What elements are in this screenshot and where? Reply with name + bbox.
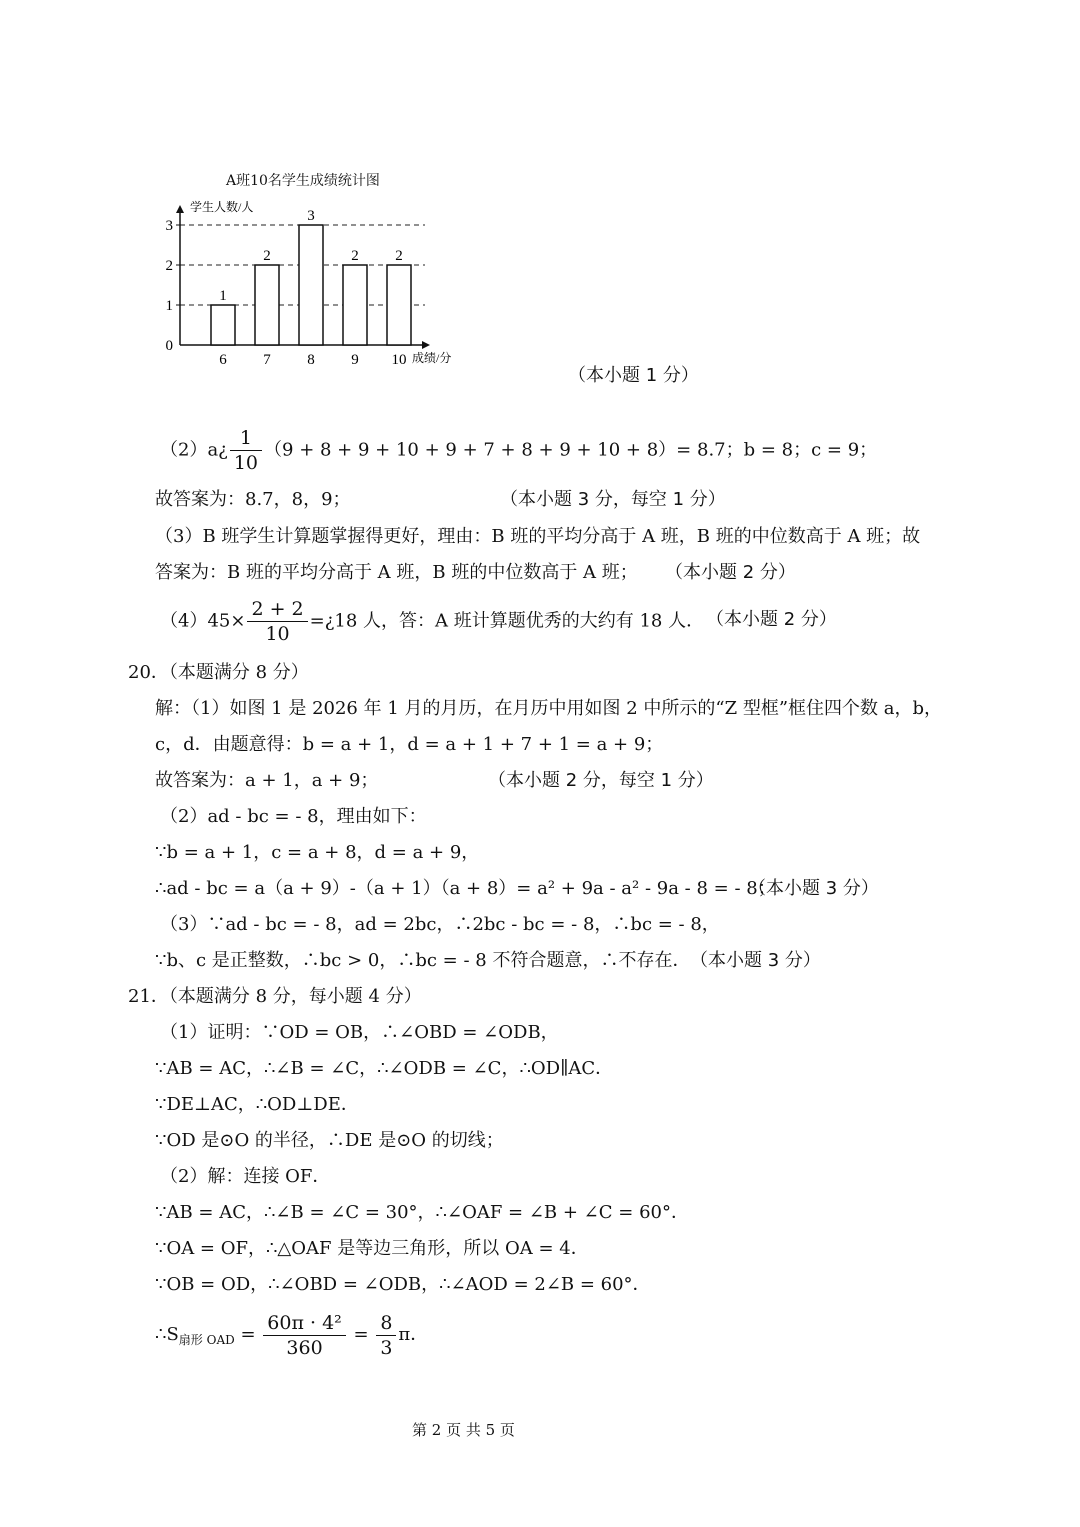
- chart-title: A班10名学生成绩统计图: [226, 173, 380, 189]
- y-tick-label: 2: [165, 258, 173, 274]
- fraction-numerator: 8: [376, 1311, 396, 1336]
- q19-p4-line: [160, 597, 704, 646]
- bar-value-label: 2: [263, 248, 271, 264]
- q19-p4-b: =¿18 人，答：A 班计算题优秀的大约有 18 人．: [309, 610, 705, 632]
- q20-line1: 解：（1）如图 1 是 2026 年 1 月的月历，在月历中用如图 2 中所示的“Z 型框”框住四个数 a，b，: [155, 698, 942, 719]
- q20-header: 20．（本题满分 8 分）: [128, 662, 309, 683]
- bar: [343, 265, 367, 345]
- fraction-denominator: 10: [265, 623, 290, 645]
- q19-p2-fraction: [230, 426, 262, 475]
- q20-line6: ∴ad - bc = a（a + 9）-（a + 1）（a + 8）= a² + 9a - a² - 9a - 8 = - 8；: [155, 878, 776, 899]
- q21-line9-b: π．: [398, 1324, 429, 1345]
- fraction-numerator: 1: [230, 426, 262, 451]
- y-tick-label: 0: [165, 338, 173, 354]
- fraction-denominator: 10: [233, 452, 259, 474]
- q19-p4-fraction: [247, 597, 307, 646]
- q19-p2-line: [160, 426, 877, 475]
- fraction-numerator: 60π · 4²: [263, 1311, 346, 1336]
- q20-line4: （2）ad - bc = - 8，理由如下：: [160, 806, 427, 827]
- y-axis-arrow: [176, 205, 184, 213]
- x-tick-label: 9: [351, 352, 359, 368]
- q20-line2: c，d．由题意得：b = a + 1，d = a + 1 + 7 + 1 = a + 9；: [155, 734, 664, 755]
- q21-line1: （1）证明：∵OD = OB，∴∠OBD = ∠ODB，: [160, 1022, 559, 1043]
- q21-line6: ∵AB = AC，∴∠B = ∠C = 30°，∴∠OAF = ∠B + ∠C = 60°．: [155, 1202, 689, 1223]
- q19-p3-line2: 答案为：B 班的平均分高于 A 班，B 班的中位数高于 A 班；: [155, 562, 638, 583]
- q19-p1-score: （本小题 1 分）: [568, 365, 699, 386]
- q20-line5: ∵b = a + 1，c = a + 8，d = a + 9，: [155, 842, 480, 863]
- q19-p2-answer: 故答案为：8.7，8，9；: [155, 489, 351, 510]
- q21-line3: ∵DE⊥AC，∴OD⊥DE．: [155, 1094, 359, 1115]
- q20-line3: 故答案为：a + 1，a + 9；: [155, 770, 379, 791]
- q19-p2-score: （本小题 3 分，每空 1 分）: [500, 489, 726, 510]
- q21-line5: （2）解：连接 OF．: [160, 1166, 331, 1187]
- x-axis-arrow: [422, 341, 430, 349]
- bar: [299, 225, 323, 345]
- q19-p3-score: （本小题 2 分）: [665, 562, 796, 583]
- q21-line4: ∵OD 是⊙O 的半径，∴DE 是⊙O 的切线；: [155, 1130, 504, 1151]
- q21-line8: ∵OB = OD，∴∠OBD = ∠ODB，∴∠AOD = 2∠B = 60°．: [155, 1274, 651, 1295]
- y-tick-label: 3: [165, 218, 173, 234]
- q20-line8-score: （本小题 3 分）: [690, 950, 821, 971]
- bar: [255, 265, 279, 345]
- bar-value-label: 2: [395, 248, 403, 264]
- y-tick-label: 1: [165, 298, 173, 314]
- q21-header: 21．（本题满分 8 分，每小题 4 分）: [128, 986, 422, 1007]
- score-bar-chart: [160, 190, 460, 390]
- q21-line9-a: ∴S: [155, 1324, 179, 1345]
- q21-line9: $\therefore S_{扇形 OAD}$ = $\frac{\text{60π · 4²}}{360}$ = $\frac{8}{3}$ π．: [155, 1311, 429, 1359]
- bar: [211, 305, 235, 345]
- fraction-numerator: 2 + 2: [247, 597, 307, 622]
- q19-p4-a: （4）45×: [160, 610, 246, 632]
- sector-area-result: [376, 1311, 396, 1360]
- sector-area-fraction: [263, 1311, 346, 1360]
- fraction-denominator: 360: [286, 1336, 323, 1359]
- q20-line3-score: （本小题 2 分，每空 1 分）: [488, 770, 714, 791]
- bar-value-label: 2: [351, 248, 359, 264]
- x-tick-label: 8: [307, 352, 315, 368]
- q19-p2-a: （2）a¿: [160, 439, 228, 461]
- sector-subscript: 扇形 OAD: [178, 1333, 235, 1347]
- bar: [387, 265, 411, 345]
- x-axis-label: 成绩/分: [412, 351, 452, 365]
- page-footer: 第 2 页 共 5 页: [412, 1421, 515, 1439]
- bar-value-label: 3: [307, 208, 315, 224]
- q19-p2-b: （9 + 8 + 9 + 10 + 9 + 7 + 8 + 9 + 10 + 8）= 8.7；b = 8；c = 9；: [264, 439, 878, 461]
- fraction-denominator: 3: [380, 1336, 393, 1359]
- x-tick-label: 7: [263, 352, 271, 368]
- q20-line8: ∵b、c 是正整数，∴bc > 0，∴bc = - 8 不符合题意，∴不存在．: [155, 950, 691, 971]
- q21-line2: ∵AB = AC，∴∠B = ∠C，∴∠ODB = ∠C，∴OD∥AC．: [155, 1058, 614, 1079]
- q20-line7: （3）∵ad - bc = - 8，ad = 2bc，∴2bc - bc = - 8，∴bc = - 8，: [160, 914, 720, 935]
- bar-value-label: 1: [219, 288, 227, 304]
- q20-line6-score: （本小题 3 分）: [748, 878, 879, 899]
- x-tick-label: 6: [219, 352, 227, 368]
- y-axis-label: 学生人数/人: [190, 200, 254, 214]
- x-tick-label: 10: [391, 352, 407, 368]
- q19-p3-line1: （3）B 班学生计算题掌握得更好，理由：B 班的平均分高于 A 班，B 班的中位数高于 A 班；故: [155, 526, 921, 547]
- q21-line7: ∵OA = OF，∴△OAF 是等边三角形，所以 OA = 4．: [155, 1238, 589, 1259]
- q19-p4-score: （本小题 2 分）: [706, 609, 837, 630]
